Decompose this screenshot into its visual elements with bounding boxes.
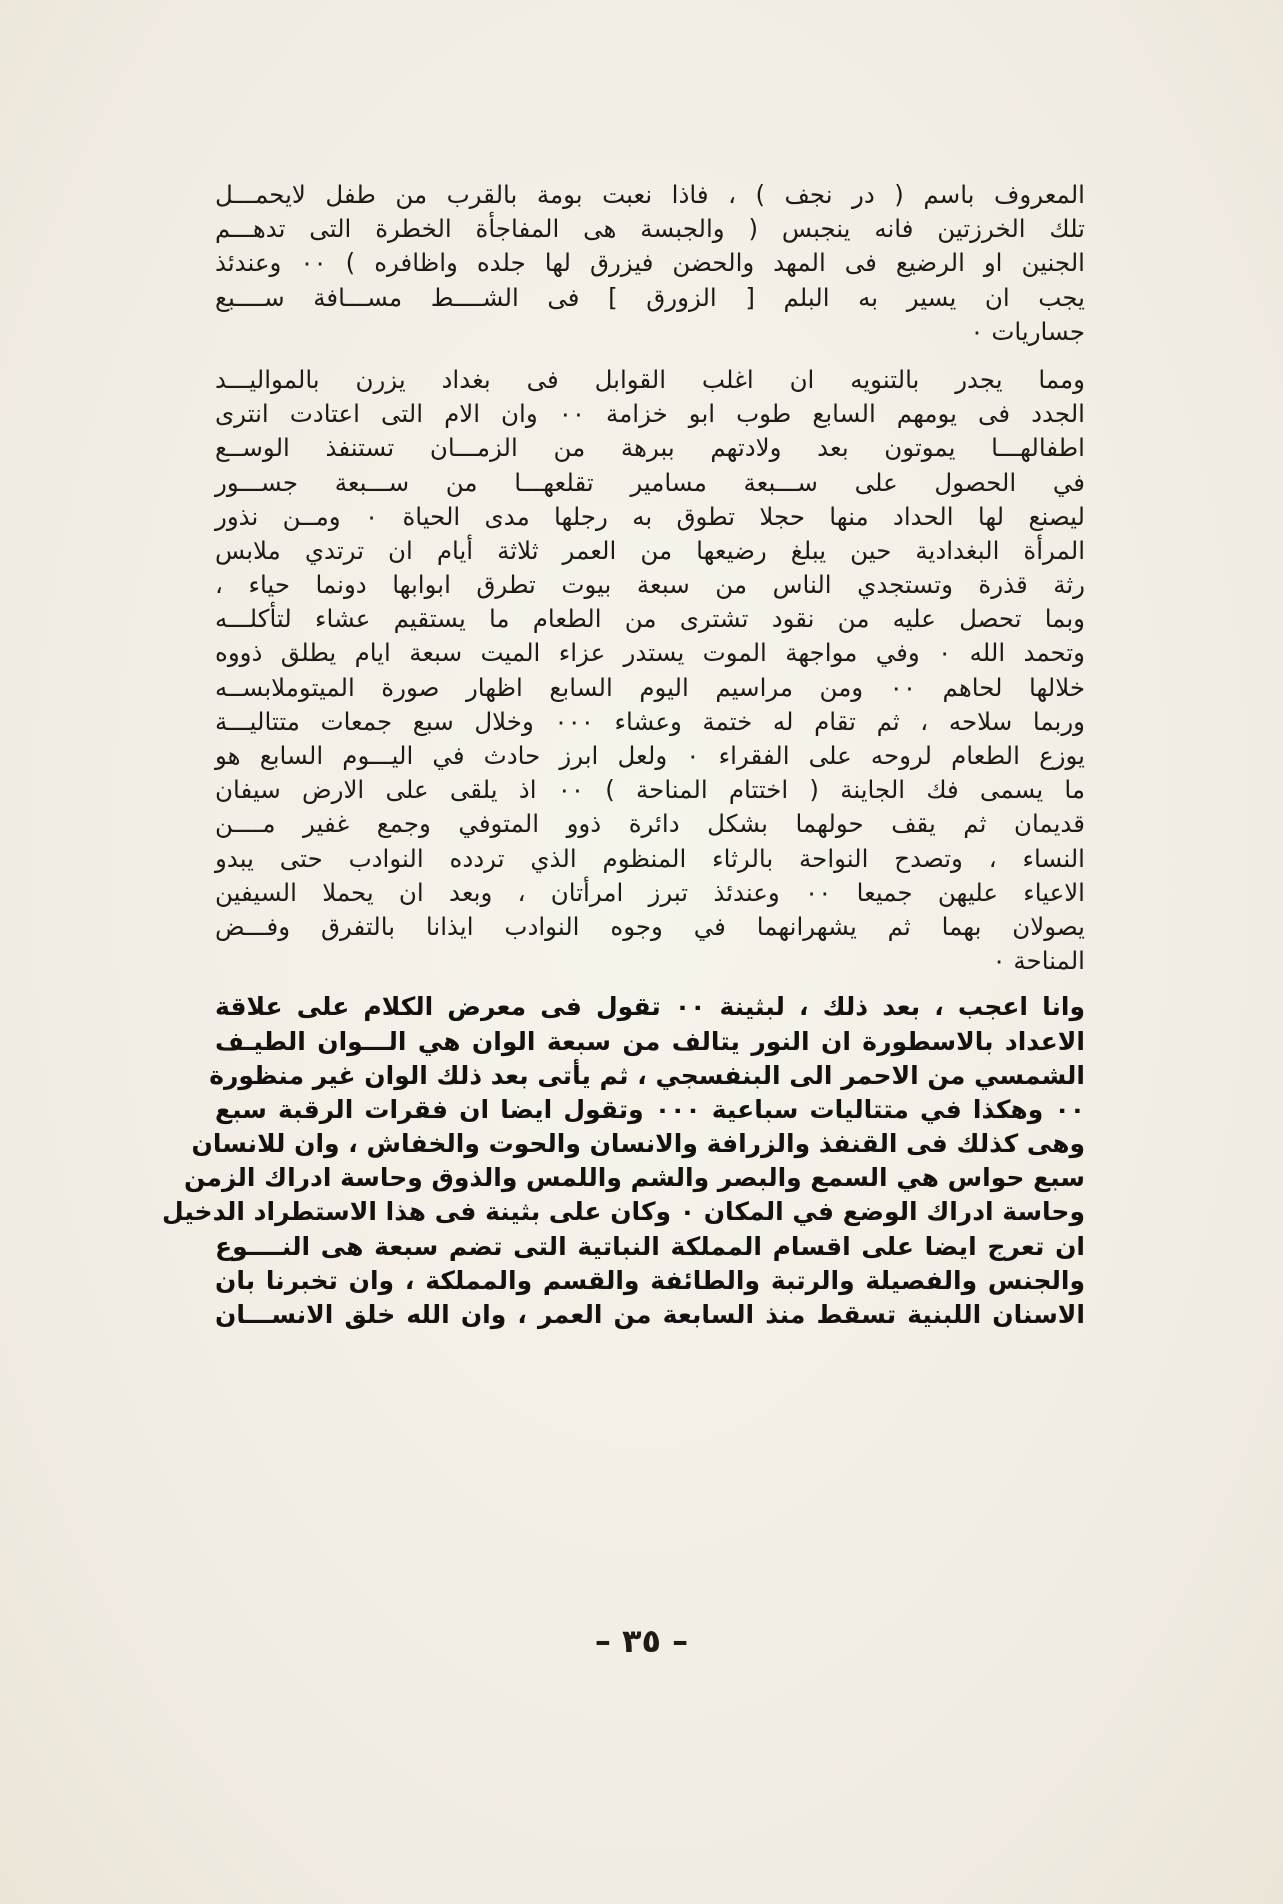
text-line: المناحة ٠ bbox=[992, 946, 1085, 976]
paragraph-3 bbox=[162, 990, 1085, 1332]
paragraph-2 bbox=[215, 363, 1085, 978]
page-body bbox=[162, 178, 1085, 1332]
text-line: الجدد فى يومهم السابع طوب ابو خزامة ٠٠ وان الام التى اعتادت انترى bbox=[215, 399, 1085, 429]
text-line: وربما سلاحه ، ثم تقام له ختمة وعشاء ٠٠٠ وخلال سبع جمعات متتاليـــة bbox=[215, 706, 1085, 736]
text-line: الاسنان اللبنية تسقط منذ السابعة من العمر ، وان الله خلق الانســـان bbox=[215, 1300, 1085, 1329]
text-line: يصولان بهما ثم يشهرانهما في وجوه النوادب ايذانا بالتفرق وفـــض bbox=[215, 911, 1085, 941]
text-line: الشمسي من الاحمر الى البنفسجي ، ثم يأتى بعد ذلك الوان غير منظورة bbox=[209, 1060, 1085, 1090]
text-line: وانا اعجب ، بعد ذلك ، لبثينة ٠٠ تقول فى معرض الكلام على علاقة bbox=[215, 992, 1085, 1022]
text-line: ما يسمى فك الجاينة ( اختتام المناحة ) ٠٠ اذ يلقى على الارض سيفان bbox=[215, 775, 1085, 805]
text-line: يجب ان يسير به البلم [ الزورق ] فى الشــــط مســـافة ســــبع bbox=[215, 282, 1085, 312]
text-line: الجنين او الرضيع فى المهد والحضن فيزرق لها جلده واظافره ) ٠٠ وعندئذ bbox=[215, 248, 1085, 278]
text-line: رثة قذرة وتستجدي الناس من سبعة بيوت تطرق ابوابها دونما حياء ، bbox=[215, 570, 1085, 600]
text-line: خلالها لحاهم ٠٠ ومن مراسيم اليوم السابع اظهار صورة الميتوملابســه bbox=[215, 672, 1085, 702]
text-line: اطفالهـــا يموتون بعد ولادتهم ببرهة من الزمـــان تستنفذ الوســع bbox=[215, 433, 1085, 463]
text-line: سبع حواس هي السمع والبصر والشم واللمس والذوق وحاسة ادراك الزمن bbox=[183, 1163, 1085, 1193]
text-line: جساريات ٠ bbox=[970, 316, 1085, 346]
paragraph-1 bbox=[215, 178, 1085, 349]
text-line: وتحمد الله ٠ وفي مواجهة الموت يستدر عزاء الميت سبعة ايام يطلق ذووه bbox=[215, 638, 1085, 668]
text-line: قديمان ثم يقف حولهما بشكل دائرة ذوو المتوفي وجمع غفير مــــن bbox=[215, 809, 1085, 839]
page-number: – ٣٥ – bbox=[594, 1622, 689, 1660]
text-line: ٠٠ وهكذا في متتاليات سباعية ٠٠٠ وتقول ايضا ان فقرات الرقبة سبع bbox=[215, 1094, 1085, 1124]
text-line: وهى كذلك فى القنفذ والزرافة والانسان والحوت والخفاش ، وان للانسان bbox=[191, 1129, 1085, 1159]
text-line: ليصنع لها الحداد منها حجلا تطوق به رجلها مدى الحياة ٠ ومــن نذور bbox=[215, 501, 1085, 531]
text-line: ومما يجدر بالتنويه ان اغلب القوابل فى بغداد يزرن بالمواليـــد bbox=[215, 364, 1085, 394]
text-line: وحاسة ادراك الوضع في المكان ٠ وكان على بثينة فى هذا الاستطراد الدخيل bbox=[162, 1197, 1085, 1227]
text-line: المعروف باسم ( در نجف ) ، فاذا نعبت بومة بالقرب من طفل لايحمـــل bbox=[215, 180, 1085, 209]
text-line: يوزع الطعام لروحه على الفقراء ٠ ولعل ابرز حادث في اليـــوم السابع هو bbox=[215, 741, 1085, 770]
text-line: تلك الخرزتين فانه ينجبس ( والجبسة هى المفاجأة الخطرة التى تدهـــم bbox=[215, 214, 1085, 244]
text-line: الاعياء عليهن جميعا ٠٠ وعندئذ تبرز امرأتان ، وبعد ان يحملا السيفين bbox=[215, 877, 1085, 907]
text-line: وبما تحصل عليه من نقود تشترى من الطعام ما يستقيم عشاء لتأكلـــه bbox=[215, 604, 1085, 634]
text-line: المرأة البغدادية حين يبلغ رضيعها من العمر ثلاثة أيام ان ترتدي ملابس bbox=[215, 535, 1085, 565]
text-line: والجنس والفصيلة والرتبة والطائفة والقسم والمملكة ، وان تخبرنا بان bbox=[215, 1265, 1085, 1295]
text-line: في الحصول على ســـبعة مسامير تقلعهـــا من ســـبعة جســـور bbox=[215, 467, 1085, 497]
text-line: ان تعرج ايضا على اقسام المملكة النباتية التى تضم سبعة هى النــــوع bbox=[215, 1231, 1085, 1261]
text-line: النساء ، وتصدح النواحة بالرثاء المنظوم الذي تردده النوادب حتى يبدو bbox=[215, 843, 1085, 873]
text-line: الاعداد بالاسطورة ان النور يتالف من سبعة الوان هي الـــوان الطيـف bbox=[215, 1026, 1085, 1056]
